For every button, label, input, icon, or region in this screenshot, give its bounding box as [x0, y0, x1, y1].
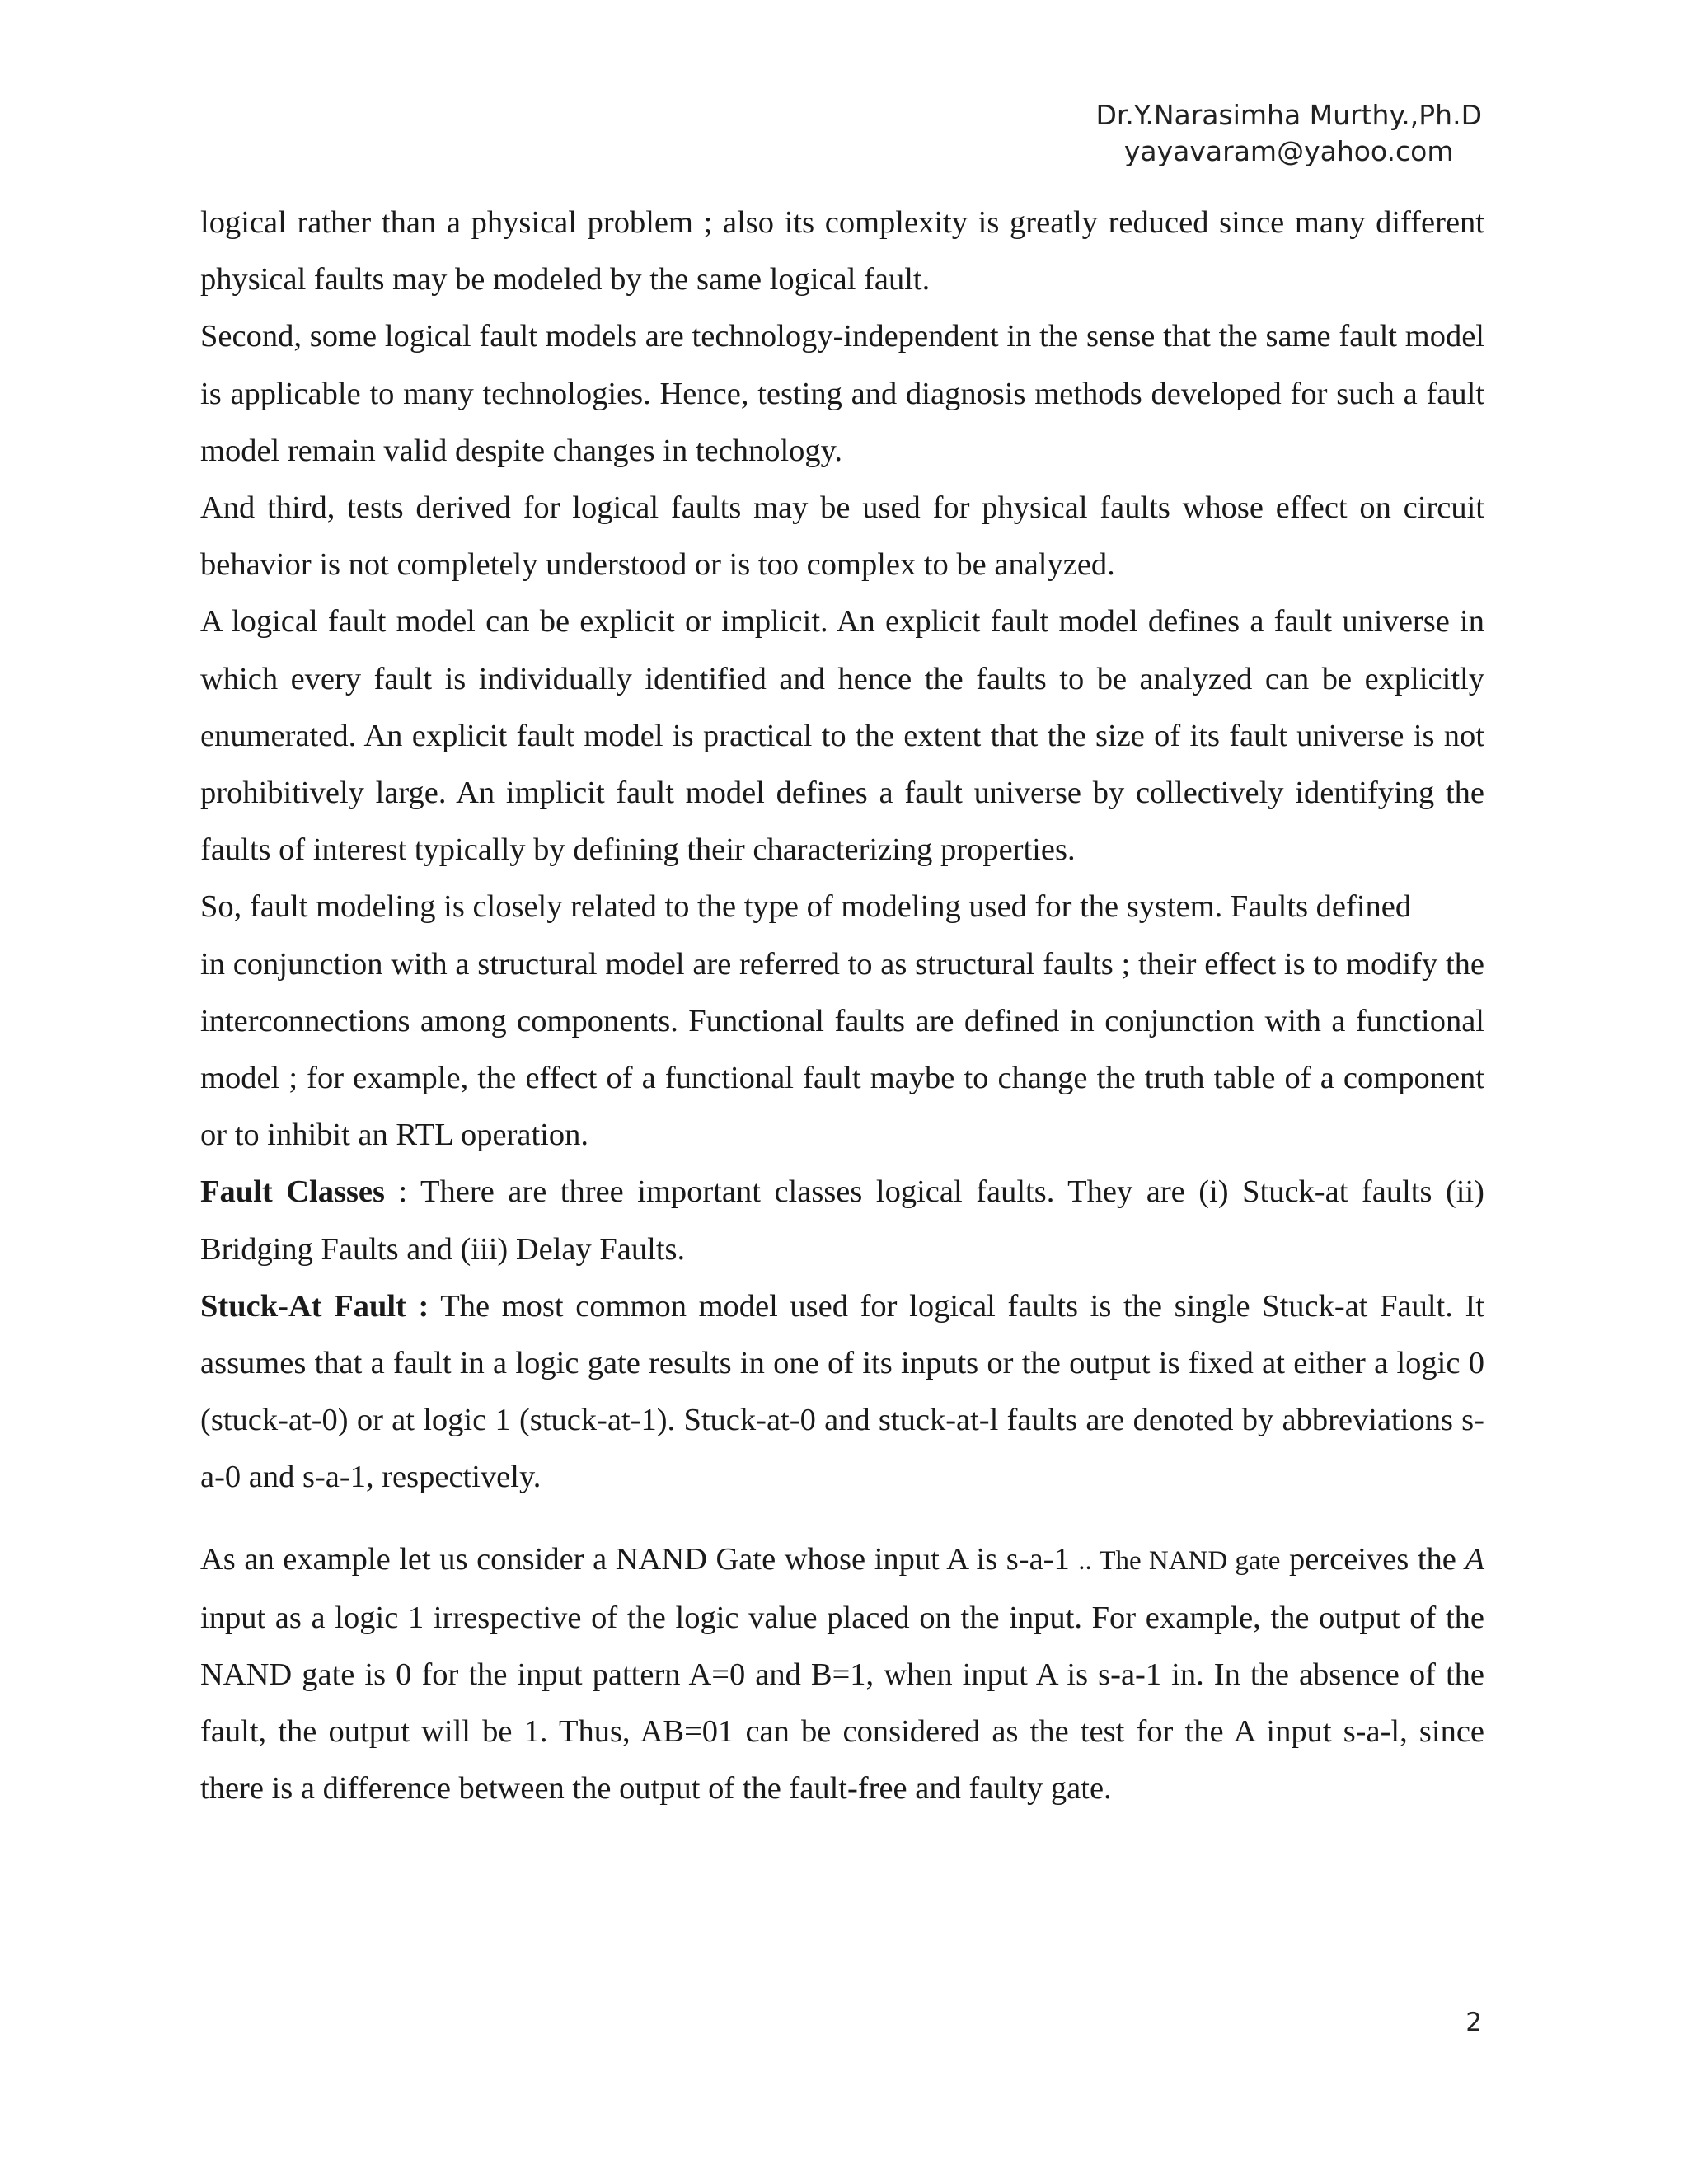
- page-header: [1095, 97, 1482, 170]
- paragraph-nand-example: [200, 1531, 1484, 1818]
- paragraph-explicit-implicit: A logical fault model can be explicit or implicit. An explicit fault model defines a fault universe in which every fault is individually identified and hence the faults to be analyzed can be explicitly enumerated. An explicit fault model is practical to the extent that the size of its fault universe is not prohibitively large. An implicit fault model defines a fault universe by collectively identifying the faults of interest typically by defining their characterizing properties.: [200, 604, 1484, 868]
- nand-example-perceives: perceives the: [1280, 1541, 1465, 1577]
- stuck-at-fault-term: Stuck-At Fault :: [200, 1288, 429, 1324]
- nand-example-input-a: A: [1465, 1541, 1484, 1577]
- nand-example-intro: As an example let us consider a NAND Gate whose input A is s-a-1: [200, 1541, 1079, 1577]
- fault-classes-term: Fault Classes: [200, 1174, 385, 1210]
- paragraph-technology-independent: Second, some logical fault models are technology-independent in the sense that the same fault model is applicable to many technologies. Hence, testing and diagnosis methods developed for such a fault model remain valid despite changes in technology.: [200, 319, 1484, 468]
- paragraph-stuck-at-fault: [200, 1278, 1484, 1507]
- nand-example-rest: input as a logic 1 irrespective of the logic value placed on the input. For example, the output of the NAND gate is 0 for the input pattern A=0 and B=1, when input A is s-a-1 in. In the absence of the fault, the output will be 1. Thus, AB=01 can be considered as the test for the A input s-a-l, since there is a difference between the output of the fault-free and faulty gate.: [200, 1600, 1484, 1807]
- body-text: [200, 194, 1484, 1818]
- paragraph-fault-classes: [200, 1164, 1484, 1277]
- author-name: Dr.Y.Narasimha Murthy.,Ph.D: [1095, 99, 1482, 131]
- nand-example-small: .. The NAND gate: [1078, 1545, 1281, 1576]
- paragraph-structural-functional: in conjunction with a structural model are referred to as structural faults ; their effect is to modify the interconnections among components. Functional faults are defined in conjunction with a functional model ; for example, the effect of a functional fault maybe to change the truth table of a component or to inhibit an RTL operation.: [200, 946, 1484, 1153]
- page-number: 2: [1465, 2008, 1482, 2037]
- stuck-at-fault-text: The most common model used for logical faults is the single Stuck-at Fault. It assumes that a fault in a logic gate results in one of its inputs or the output is fixed at either a logic 0 (stuck-at-0) or at logic 1 (stuck-at-1). Stuck-at-0 and stuck-at-l faults are denoted by abbreviations s-a-0 and s-a-1, respectively.: [200, 1288, 1484, 1495]
- paragraph-tests-derived: And third, tests derived for logical faults may be used for physical faults whose effect on circuit behavior is not completely understood or is too complex to be analyzed.: [200, 490, 1484, 583]
- author-email: yayavaram@yahoo.com: [1123, 135, 1454, 167]
- paragraph-logical-problem: logical rather than a physical problem ; also its complexity is greatly reduced since many different physical faults may be modeled by the same logical fault.: [200, 205, 1484, 298]
- fault-classes-text: : There are three important classes logical faults. They are (i) Stuck-at faults (ii) Bridging Faults and (iii) Delay Faults.: [200, 1174, 1484, 1267]
- paragraph-fault-modeling-line1: So, fault modeling is closely related to the type of modeling used for the system. Faults defined: [200, 889, 1412, 925]
